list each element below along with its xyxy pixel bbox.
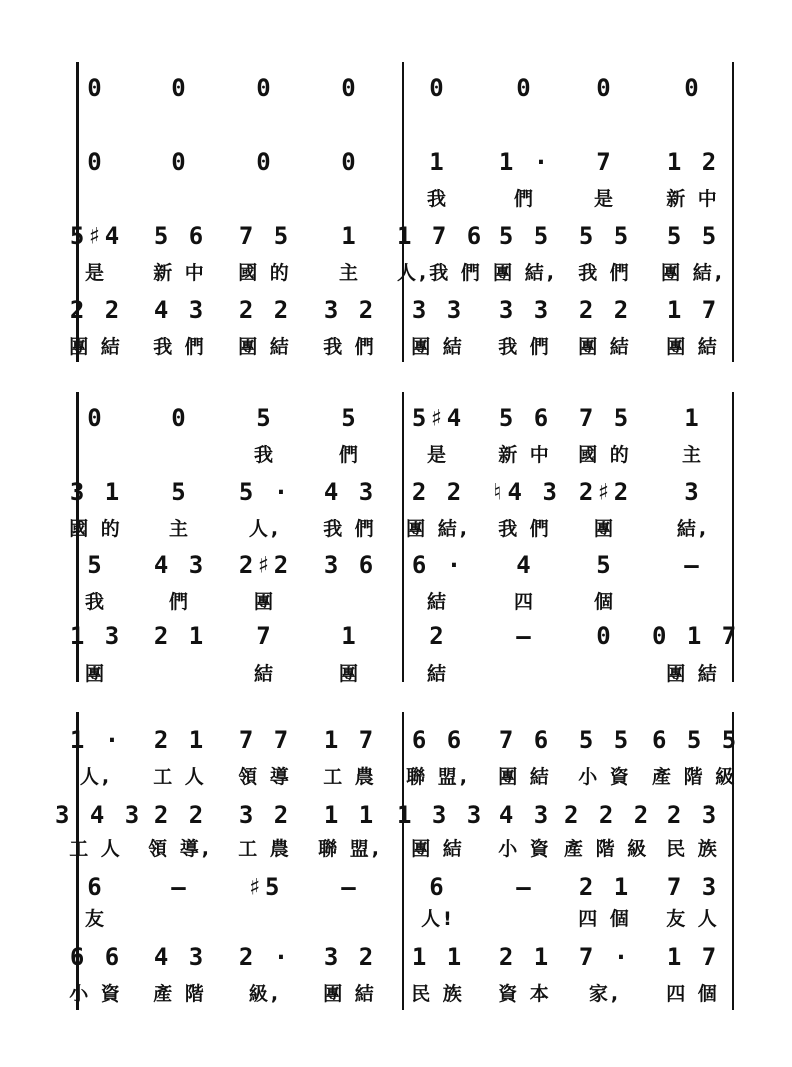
lyric-syllable: 國 的 (69, 518, 123, 540)
note-group: 5♯4 (411, 404, 465, 432)
lyric-syllable: 我 (253, 444, 276, 466)
note-group: 3 1 (69, 478, 123, 506)
note-group: 1 7 (323, 726, 377, 754)
lyric-syllable: 是 (593, 188, 616, 210)
lyric-syllable: 我 (426, 188, 449, 210)
lyric-syllable: 團 (593, 518, 616, 540)
lyric-syllable: 人,我 們 (397, 262, 483, 284)
lyric-syllable: 團 結 (411, 336, 465, 358)
note-group: 1 3 (69, 622, 123, 650)
lyric-syllable: 新 中 (498, 444, 552, 466)
note-group: 3 2 (323, 943, 377, 971)
lyric-syllable: 們 (513, 188, 536, 210)
lyric-syllable: 資 本 (498, 983, 552, 1005)
note-group: 3 2 (323, 296, 377, 324)
note-group: 4 3 (153, 943, 207, 971)
note-group: 5 6 (498, 404, 552, 432)
lyric-syllable: 團 結 (323, 983, 377, 1005)
lyric-syllable: 國 的 (238, 262, 292, 284)
note-group: 7 3 (666, 873, 720, 901)
note-group: 4 3 (153, 296, 207, 324)
note-group: 1 1 (323, 801, 377, 829)
note-group: 4 3 (323, 478, 377, 506)
lyric-syllable: 我 們 (323, 336, 377, 358)
note-group: 3 6 (323, 551, 377, 579)
lyric-syllable: 個 (593, 591, 616, 613)
lyric-syllable: 是 (84, 262, 107, 284)
note-group: 4 3 (153, 551, 207, 579)
note-group: 2 1 (578, 873, 632, 901)
lyric-syllable: 民 族 (411, 983, 465, 1005)
note-group: 5 · (238, 478, 292, 506)
lyric-syllable: 四 (513, 591, 536, 613)
note-group: 2 1 (153, 622, 207, 650)
lyric-syllable: 主 (338, 262, 361, 284)
lyric-syllable: 新 中 (153, 262, 207, 284)
note-group: 2 2 2 (564, 801, 652, 829)
note-group: 5 5 (578, 222, 632, 250)
lyric-syllable: 領 導, (148, 838, 212, 860)
lyric-syllable: 產 階 級 (652, 766, 738, 788)
lyric-syllable: 團 結 (578, 336, 632, 358)
lyric-syllable: 工 人 (69, 838, 123, 860)
note-group: 0 (684, 74, 702, 102)
note-group: 0 (87, 404, 105, 432)
note-group: 6 6 (69, 943, 123, 971)
note-group: 7 (596, 148, 614, 176)
lyric-syllable: 團 (253, 591, 276, 613)
lyric-syllable: 四 個 (578, 908, 632, 930)
note-group: 0 (87, 74, 105, 102)
lyric-syllable: 家, (588, 983, 622, 1005)
note-group: 0 (516, 74, 534, 102)
note-group: 0 (256, 148, 274, 176)
note-group: 1 (684, 404, 702, 432)
lyric-syllable: 團 (338, 663, 361, 685)
lyric-syllable: 聯 盟, (406, 766, 470, 788)
note-group: 2 3 (666, 801, 720, 829)
note-group: 2♯2 (238, 551, 292, 579)
note-group: 3 3 (498, 296, 552, 324)
lyric-syllable: 友 人 (666, 908, 720, 930)
note-group: 0 (171, 74, 189, 102)
note-group: — (516, 873, 534, 901)
note-group: 6 6 (411, 726, 465, 754)
note-group: 2 2 (578, 296, 632, 324)
note-group: 1 (341, 622, 359, 650)
note-group: 5 (256, 404, 274, 432)
lyric-syllable: 們 (338, 444, 361, 466)
note-group: 2 2 (153, 801, 207, 829)
lyric-syllable: 產 階 (153, 983, 207, 1005)
lyric-syllable: 我 們 (578, 262, 632, 284)
note-group: 1 · (69, 726, 123, 754)
note-group: ♮4 3 (490, 478, 560, 506)
note-group: 0 (429, 74, 447, 102)
note-group: 1 · (498, 148, 552, 176)
note-group: 5 6 (153, 222, 207, 250)
lyric-syllable: 工 人 (153, 766, 207, 788)
lyric-syllable: 結, (676, 518, 710, 540)
lyric-syllable: 聯 盟, (318, 838, 382, 860)
lyric-syllable: 團 結 (69, 336, 123, 358)
lyric-syllable: 四 個 (666, 983, 720, 1005)
lyric-syllable: 團 結 (666, 663, 720, 685)
note-group: 4 3 (498, 801, 552, 829)
lyric-syllable: 小 資 (69, 983, 123, 1005)
note-group: 5 (341, 404, 359, 432)
lyric-syllable: 國 的 (578, 444, 632, 466)
note-group: 0 (171, 148, 189, 176)
note-group: 0 (341, 148, 359, 176)
lyric-syllable: 主 (168, 518, 191, 540)
lyric-syllable: 級, (248, 983, 282, 1005)
lyric-syllable: 主 (681, 444, 704, 466)
note-group: 0 1 7 (652, 622, 740, 650)
lyric-syllable: 工 農 (323, 766, 377, 788)
note-group: 1 7 (666, 296, 720, 324)
note-group: 1 2 (666, 148, 720, 176)
lyric-syllable: 人, (248, 518, 282, 540)
note-group: 0 (171, 404, 189, 432)
note-group: 3 3 (411, 296, 465, 324)
note-group: 5 (596, 551, 614, 579)
note-group: 1 1 (411, 943, 465, 971)
lyric-syllable: 小 資 (578, 766, 632, 788)
note-group: 2 · (238, 943, 292, 971)
note-group: 0 (87, 148, 105, 176)
note-group: 1 (429, 148, 447, 176)
lyric-syllable: 我 們 (498, 518, 552, 540)
note-group: 6 5 5 (652, 726, 740, 754)
note-group: — (171, 873, 189, 901)
note-group: 2 2 (238, 296, 292, 324)
note-group: — (341, 873, 359, 901)
lyric-syllable: 團 結 (411, 838, 465, 860)
note-group: 1 7 (666, 943, 720, 971)
note-group: 7 6 (498, 726, 552, 754)
lyric-syllable: 團 結, (406, 518, 470, 540)
lyric-syllable: 團 結 (238, 336, 292, 358)
note-group: — (516, 622, 534, 650)
lyric-syllable: 產 階 級 (564, 838, 650, 860)
note-group: 2 2 (69, 296, 123, 324)
note-group: 0 (596, 622, 614, 650)
lyric-syllable: 團 結, (661, 262, 725, 284)
note-group: 2 1 (498, 943, 552, 971)
lyric-syllable: 新 中 (666, 188, 720, 210)
note-group: 2 1 (153, 726, 207, 754)
note-group: 2 (429, 622, 447, 650)
note-group: 6 (429, 873, 447, 901)
note-group: ♯5 (247, 873, 283, 901)
lyric-syllable: 結 (253, 663, 276, 685)
note-group: 2 2 (411, 478, 465, 506)
lyric-syllable: 是 (426, 444, 449, 466)
lyric-syllable: 團 結 (666, 336, 720, 358)
lyric-syllable: 我 們 (323, 518, 377, 540)
note-group: 3 4 3 (55, 801, 143, 829)
note-group: 5♯4 (69, 222, 123, 250)
note-group: 0 (596, 74, 614, 102)
lyric-syllable: 友 (84, 908, 107, 930)
note-group: 7 7 (238, 726, 292, 754)
note-group: 3 (684, 478, 702, 506)
lyric-syllable: 我 們 (498, 336, 552, 358)
note-group: — (684, 551, 702, 579)
note-group: 1 (341, 222, 359, 250)
lyric-syllable: 工 農 (238, 838, 292, 860)
note-group: 1 3 3 (397, 801, 485, 829)
note-group: 7 5 (238, 222, 292, 250)
lyric-syllable: 結 (426, 591, 449, 613)
note-group: 6 · (411, 551, 465, 579)
lyric-syllable: 團 結 (498, 766, 552, 788)
note-group: 6 (87, 873, 105, 901)
note-group: 7 (256, 622, 274, 650)
note-group: 5 (87, 551, 105, 579)
note-group: 0 (341, 74, 359, 102)
lyric-syllable: 我 (84, 591, 107, 613)
note-group: 5 (171, 478, 189, 506)
lyric-syllable: 團 結, (493, 262, 557, 284)
note-group: 1 7 6 (397, 222, 485, 250)
note-group: 4 (516, 551, 534, 579)
lyric-syllable: 結 (426, 663, 449, 685)
lyric-syllable: 人! (421, 908, 455, 930)
note-group: 5 5 (666, 222, 720, 250)
note-group: 7 5 (578, 404, 632, 432)
note-group: 5 5 (498, 222, 552, 250)
note-group: 7 · (578, 943, 632, 971)
note-group: 0 (256, 74, 274, 102)
note-group: 5 5 (578, 726, 632, 754)
note-group: 2♯2 (578, 478, 632, 506)
lyric-syllable: 小 資 (498, 838, 552, 860)
lyric-syllable: 民 族 (666, 838, 720, 860)
lyric-syllable: 們 (168, 591, 191, 613)
lyric-syllable: 我 們 (153, 336, 207, 358)
note-group: 3 2 (238, 801, 292, 829)
lyric-syllable: 領 導 (238, 766, 292, 788)
lyric-syllable: 人, (79, 766, 113, 788)
lyric-syllable: 團 (84, 663, 107, 685)
